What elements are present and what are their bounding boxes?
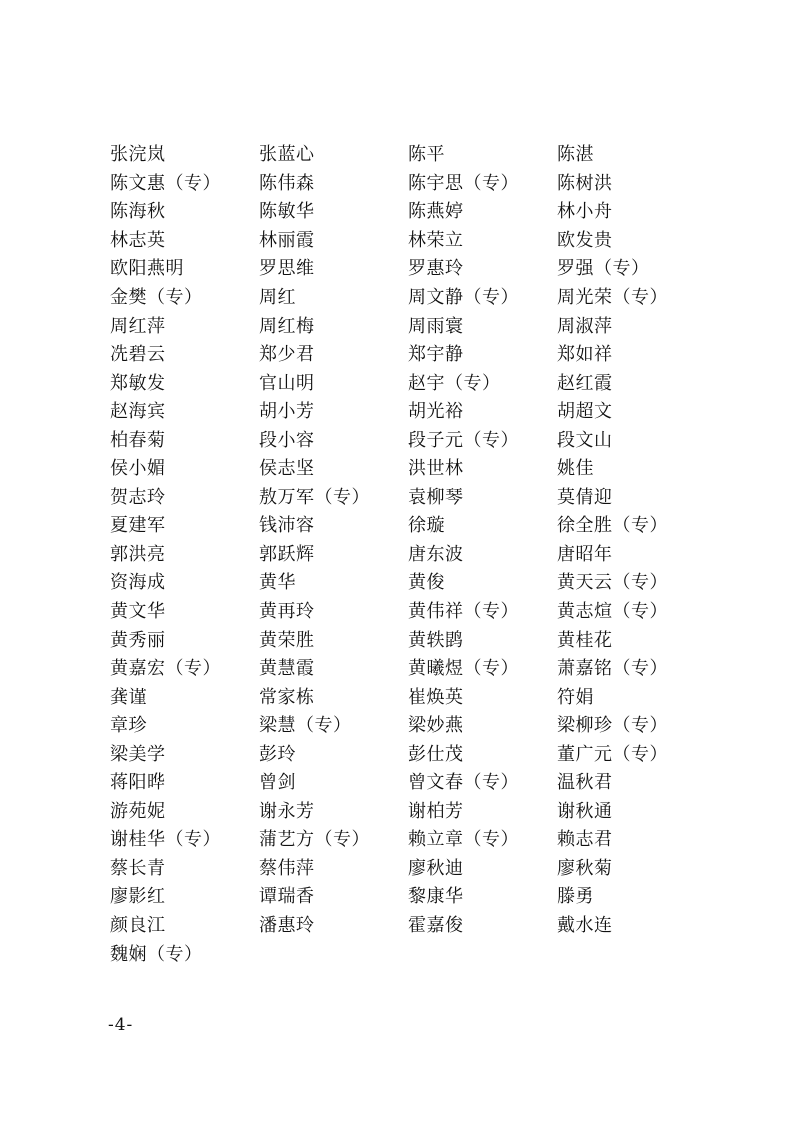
name-entry: 廖影红	[110, 886, 166, 908]
name-entry: 张蓝心	[259, 144, 315, 166]
name-entry: 黄秀丽	[110, 629, 166, 651]
name-entry: 郑敏发	[110, 372, 166, 394]
name-entry: 张浣岚	[110, 144, 166, 166]
name-entry: 蒲艺方（专）	[259, 829, 370, 851]
name-entry: 陈海秋	[110, 201, 166, 223]
name-entry: 胡超文	[557, 401, 613, 423]
name-entry: 颜良江	[110, 915, 166, 937]
name-entry: 陈敏华	[259, 201, 315, 223]
name-entry: 郭洪亮	[110, 543, 166, 565]
name-entry: 唐昭年	[557, 543, 613, 565]
name-entry: 章珍	[110, 715, 147, 737]
name-entry: 郑少君	[259, 344, 315, 366]
name-entry: 符娟	[557, 686, 594, 708]
name-entry: 谢永芳	[259, 800, 315, 822]
name-entry: 蔡伟萍	[259, 857, 315, 879]
name-entry: 陈燕婷	[408, 201, 464, 223]
name-list	[110, 141, 710, 969]
name-entry: 霍嘉俊	[408, 915, 464, 937]
name-entry: 郭跃辉	[259, 543, 315, 565]
name-entry: 金樊（专）	[110, 287, 203, 308]
name-entry: 滕勇	[557, 886, 594, 908]
name-entry: 欧发贵	[557, 229, 613, 251]
name-entry: 戴水连	[557, 915, 613, 937]
name-entry: 温秋君	[557, 772, 613, 794]
name-entry: 梁柳珍（专）	[557, 715, 668, 737]
name-entry: 黄桂花	[557, 629, 613, 651]
name-entry: 贺志玲	[110, 486, 166, 508]
name-entry: 赖志君	[557, 829, 613, 851]
name-entry: 黄文华	[110, 601, 166, 623]
name-entry: 潘惠玲	[259, 915, 315, 937]
name-entry: 崔焕英	[408, 686, 464, 708]
name-entry: 蒋阳晔	[110, 772, 166, 794]
name-entry: 林志英	[110, 229, 166, 251]
name-entry: 黄嘉宏（专）	[110, 658, 221, 680]
name-entry: 段小容	[259, 429, 315, 451]
name-entry: 周光荣（专）	[557, 287, 668, 308]
name-entry: 黄慧霞	[259, 658, 315, 680]
name-entry: 黄轶鹍	[408, 629, 464, 651]
name-entry: 黄荣胜	[259, 629, 315, 651]
name-entry: 唐东波	[408, 543, 464, 565]
name-entry: 游苑妮	[110, 800, 166, 822]
name-entry: 萧嘉铭（专）	[557, 658, 668, 680]
name-entry: 胡小芳	[259, 401, 315, 423]
name-entry: 周淑萍	[557, 315, 613, 337]
name-entry: 黄俊	[408, 572, 445, 594]
name-entry: 陈湛	[557, 144, 594, 166]
name-entry: 赵宇（专）	[408, 372, 501, 394]
name-entry: 曾文春（专）	[408, 772, 519, 794]
name-entry: 梁妙燕	[408, 715, 464, 737]
name-entry: 常家栋	[259, 686, 315, 708]
name-entry: 林荣立	[408, 229, 464, 251]
name-entry: 莫倩迎	[557, 486, 613, 508]
name-entry: 廖秋菊	[557, 857, 613, 879]
name-entry: 周文静（专）	[408, 287, 519, 308]
name-entry: 赖立章（专）	[408, 829, 519, 851]
name-entry: 黄华	[259, 572, 296, 594]
name-entry: 黄天云（专）	[557, 572, 668, 594]
name-entry: 林小舟	[557, 201, 613, 223]
name-entry: 冼碧云	[110, 344, 166, 366]
name-entry: 徐璇	[408, 515, 445, 537]
name-entry: 陈伟森	[259, 172, 315, 194]
name-entry: 曾剑	[259, 772, 296, 794]
name-entry: 段文山	[557, 429, 613, 451]
name-entry: 蔡长青	[110, 857, 166, 879]
name-entry: 魏娴（专）	[110, 943, 203, 965]
name-entry: 姚佳	[557, 458, 594, 480]
name-entry: 周雨寰	[408, 315, 464, 337]
name-entry: 罗强（专）	[557, 258, 650, 280]
name-entry: 彭仕茂	[408, 743, 464, 765]
name-entry: 侯志坚	[259, 458, 315, 480]
name-entry: 黎康华	[408, 886, 464, 908]
name-entry: 侯小媚	[110, 458, 166, 480]
name-entry: 欧阳燕明	[110, 258, 184, 280]
name-entry: 官山明	[259, 372, 315, 394]
name-entry: 周红梅	[259, 315, 315, 337]
name-entry: 郑如祥	[557, 344, 613, 366]
name-entry: 谢秋通	[557, 800, 613, 822]
name-entry: 胡光裕	[408, 401, 464, 423]
name-entry: 夏建军	[110, 515, 166, 537]
name-entry: 谢桂华（专）	[110, 829, 221, 851]
name-entry: 陈宇思（专）	[408, 172, 519, 194]
name-entry: 钱沛容	[259, 515, 315, 537]
name-entry: 罗思维	[259, 258, 315, 280]
name-entry: 柏春菊	[110, 429, 166, 451]
name-entry: 周红	[259, 287, 296, 308]
name-entry: 黄志煊（专）	[557, 601, 668, 623]
name-entry: 陈平	[408, 144, 445, 166]
name-entry: 袁柳琴	[408, 486, 464, 508]
page-number: -4-	[108, 1015, 134, 1035]
name-entry: 资海成	[110, 572, 166, 594]
name-entry: 龚谨	[110, 686, 147, 708]
name-entry: 黄曦煜（专）	[408, 658, 519, 680]
name-entry: 敖万军（专）	[259, 486, 370, 508]
name-entry: 罗惠玲	[408, 258, 464, 280]
name-entry: 徐全胜（专）	[557, 515, 668, 537]
name-entry: 赵海宾	[110, 401, 166, 423]
name-entry: 黄伟祥（专）	[408, 601, 519, 623]
name-entry: 赵红霞	[557, 372, 613, 394]
name-entry: 黄再玲	[259, 601, 315, 623]
name-entry: 陈文惠（专）	[110, 172, 221, 194]
name-entry: 梁美学	[110, 743, 166, 765]
name-entry: 梁慧（专）	[259, 715, 352, 737]
name-entry: 洪世林	[408, 458, 464, 480]
name-entry: 廖秋迪	[408, 857, 464, 879]
name-entry: 谭瑞香	[259, 886, 315, 908]
name-entry: 彭玲	[259, 743, 296, 765]
name-entry: 董广元（专）	[557, 743, 668, 765]
name-entry: 陈树洪	[557, 172, 613, 194]
name-entry: 段子元（专）	[408, 429, 519, 451]
name-entry: 郑宇静	[408, 344, 464, 366]
name-entry: 林丽霞	[259, 229, 315, 251]
name-entry: 周红萍	[110, 315, 166, 337]
name-entry: 谢柏芳	[408, 800, 464, 822]
